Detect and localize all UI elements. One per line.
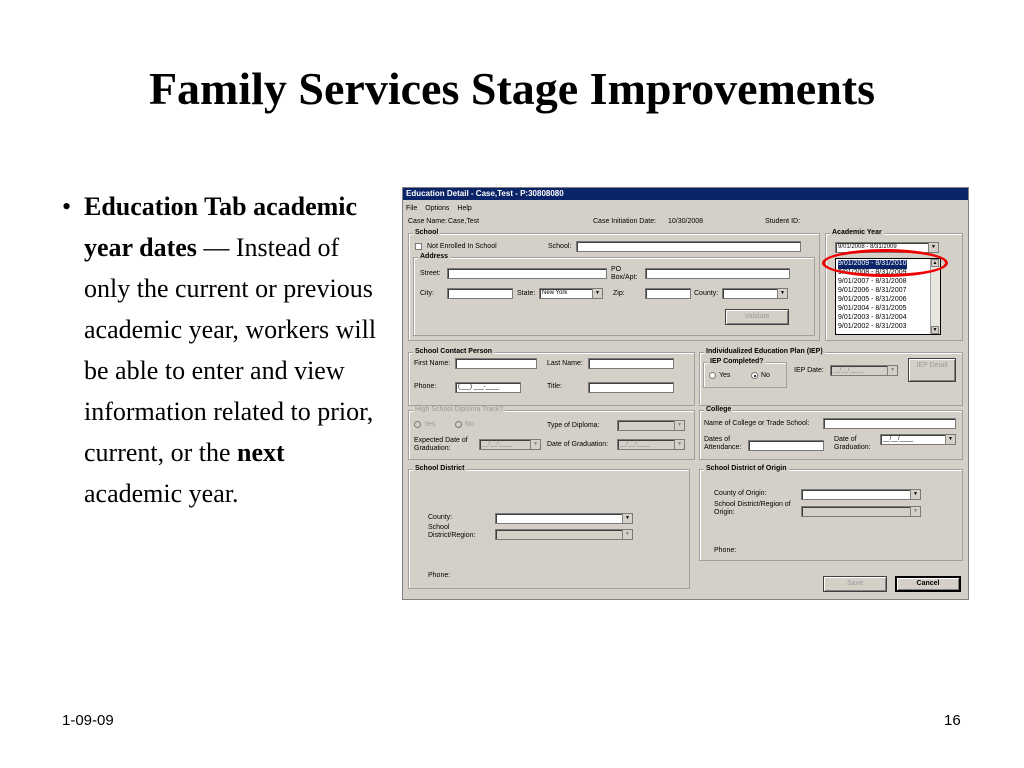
iep-date-mask: __/__/____ xyxy=(833,367,864,373)
phone-label: Phone: xyxy=(414,383,437,390)
district-region-select[interactable] xyxy=(495,529,633,540)
origin-district-label: School District/Region of Origin: xyxy=(714,501,791,516)
not-enrolled-label: Not Enrolled In School xyxy=(427,243,497,250)
district-county-select[interactable] xyxy=(495,513,633,524)
title-input[interactable] xyxy=(588,382,674,393)
chevron-down-icon[interactable]: ▼ xyxy=(674,421,684,430)
college-grad-input[interactable] xyxy=(880,434,956,445)
district-phone-label: Phone: xyxy=(428,572,451,579)
city-label: City: xyxy=(420,290,434,297)
expected-grad-mask: __/__/____ xyxy=(482,441,513,447)
diploma-type-label: Type of Diploma: xyxy=(547,422,600,429)
iep-yes-radio[interactable] xyxy=(709,372,716,379)
district-county-label: County: xyxy=(428,514,453,521)
attendance-label: Dates of Attendance: xyxy=(704,436,742,451)
iep-detail-button[interactable]: IEP Detail xyxy=(908,358,956,382)
save-button[interactable]: Save xyxy=(823,576,887,592)
zip-label: Zip: xyxy=(613,290,625,297)
academic-year-option[interactable]: 9/01/2004 - 8/31/2005 xyxy=(838,305,907,312)
chevron-down-icon[interactable]: ▼ xyxy=(887,366,897,375)
footer-date: 1-09-09 xyxy=(62,712,114,729)
county-label: County: xyxy=(694,290,719,297)
academic-year-option[interactable]: 9/01/2002 - 8/31/2003 xyxy=(838,323,907,330)
chevron-down-icon[interactable]: ▼ xyxy=(910,507,920,516)
college-group-title: College xyxy=(706,406,732,413)
school-input[interactable] xyxy=(576,241,801,252)
last-name-label: Last Name: xyxy=(547,360,583,367)
school-group-title: School xyxy=(415,229,439,236)
origin-group-title: School District of Origin xyxy=(706,465,787,472)
validate-button[interactable]: Validate xyxy=(725,309,789,325)
college-name-label: Name of College or Trade School: xyxy=(704,420,810,427)
academic-year-option[interactable]: 9/01/2005 - 8/31/2006 xyxy=(838,296,907,303)
grad-date-mask: __/__/____ xyxy=(620,441,651,447)
window-titlebar[interactable]: Education Detail - Case,Test - P:30808080 xyxy=(403,188,968,200)
iep-group-title: Individualized Education Plan (IEP) xyxy=(706,348,823,355)
phone-input[interactable]: (___) ___-____ xyxy=(455,382,521,393)
case-name-value: Case,Test xyxy=(448,218,480,225)
academic-year-option[interactable]: 9/01/2007 - 8/31/2008 xyxy=(838,278,907,285)
state-select[interactable] xyxy=(539,288,603,299)
academic-year-option[interactable]: 9/01/2006 - 8/31/2007 xyxy=(838,287,907,294)
state-value: New York xyxy=(542,290,568,296)
chevron-down-icon[interactable]: ▼ xyxy=(777,289,787,298)
chevron-down-icon[interactable]: ▼ xyxy=(622,514,632,523)
last-name-input[interactable] xyxy=(588,358,674,369)
iep-yes-label: Yes xyxy=(719,372,731,379)
college-grad-mask: __/__/____ xyxy=(883,436,914,442)
highlight-circle xyxy=(822,249,948,277)
contact-group-title: School Contact Person xyxy=(415,348,493,355)
diploma-no-radio[interactable] xyxy=(455,421,462,428)
iep-completed-title: IEP Completed? xyxy=(710,358,764,365)
origin-county-select[interactable] xyxy=(801,489,921,500)
title-label: Title: xyxy=(547,383,562,390)
academic-year-option[interactable]: 9/01/2008 - 8/31/2009 xyxy=(838,269,907,276)
diploma-no-label: No xyxy=(465,421,474,428)
po-box-label: PO Box/Apt: xyxy=(611,266,638,281)
chevron-down-icon[interactable]: ▼ xyxy=(674,440,684,449)
bullet-item xyxy=(62,186,384,514)
chevron-down-icon[interactable]: ▼ xyxy=(530,440,540,449)
diploma-yes-label: Yes xyxy=(424,421,436,428)
case-initiation-value: 10/30/2008 xyxy=(668,218,704,225)
diploma-yes-radio[interactable] xyxy=(414,421,421,428)
state-label: State: xyxy=(517,290,536,297)
expected-grad-label: Expected Date of Graduation: xyxy=(414,437,468,452)
diploma-type-select[interactable] xyxy=(617,420,685,431)
menu-options[interactable]: Options xyxy=(425,205,450,212)
chevron-down-icon[interactable]: ▼ xyxy=(910,490,920,499)
district-group-title: School District xyxy=(415,465,465,472)
po-box-input[interactable] xyxy=(645,268,790,279)
scroll-up-icon[interactable]: ▲ xyxy=(932,260,938,266)
attendance-input[interactable] xyxy=(748,440,824,451)
first-name-label: First Name: xyxy=(414,360,451,367)
chevron-down-icon[interactable]: ▼ xyxy=(622,530,632,539)
college-name-input[interactable] xyxy=(823,418,956,429)
case-name-label: Case Name: xyxy=(408,218,447,225)
academic-year-selected: 9/01/2008 - 8/31/2009 xyxy=(838,244,897,250)
origin-county-label: County of Origin: xyxy=(714,490,767,497)
academic-year-option[interactable]: 9/01/2003 - 8/31/2004 xyxy=(838,314,907,321)
iep-no-radio[interactable] xyxy=(751,372,758,379)
grad-date-input[interactable] xyxy=(617,439,685,450)
expected-grad-input[interactable] xyxy=(479,439,541,450)
street-label: Street: xyxy=(420,270,441,277)
menu-help[interactable]: Help xyxy=(457,205,472,212)
school-label: School: xyxy=(548,243,572,250)
scroll-down-icon[interactable]: ▼ xyxy=(932,327,938,333)
iep-date-label: IEP Date: xyxy=(794,367,824,374)
chevron-down-icon[interactable]: ▼ xyxy=(928,243,938,252)
diploma-group-title: High School Diploma Track? xyxy=(415,406,504,413)
page-number: 16 xyxy=(944,712,961,729)
menu-bar xyxy=(406,205,480,214)
origin-phone-label: Phone: xyxy=(714,547,737,554)
bullet-dot: • xyxy=(62,192,72,221)
bullet-text: — Instead of only the current or previous academic year, workers will be able to enter and view information related to prior, current, or the xyxy=(84,233,377,467)
bullet-bold-heading: Education Tab academic year dates xyxy=(84,192,358,262)
academic-year-option[interactable]: 9/01/2009 - 8/31/2010 xyxy=(838,260,907,267)
zip-input[interactable] xyxy=(645,288,691,299)
cancel-button[interactable]: Cancel xyxy=(895,576,961,592)
district-region-label: School District/Region: xyxy=(428,524,476,539)
first-name-input[interactable] xyxy=(455,358,537,369)
street-input[interactable] xyxy=(447,268,607,279)
origin-district-select[interactable] xyxy=(801,506,921,517)
iep-date-input[interactable] xyxy=(830,365,898,376)
bullet-text-end: academic year. xyxy=(84,479,239,508)
slide-title: Family Services Stage Improvements xyxy=(148,63,876,114)
grad-date-label: Date of Graduation: xyxy=(547,441,609,448)
bullet-bold-next: next xyxy=(237,438,285,467)
college-grad-label: Date of Graduation: xyxy=(834,436,871,451)
student-id-label: Student ID: xyxy=(765,218,801,225)
address-group-title: Address xyxy=(420,253,449,260)
education-detail-window xyxy=(402,187,969,600)
chevron-down-icon[interactable]: ▼ xyxy=(592,289,602,298)
academic-year-title: Academic Year xyxy=(832,229,882,236)
chevron-down-icon[interactable]: ▼ xyxy=(945,435,955,444)
not-enrolled-checkbox[interactable] xyxy=(415,243,422,250)
county-select[interactable] xyxy=(722,288,788,299)
iep-no-label: No xyxy=(761,372,770,379)
case-initiation-label: Case Initiation Date: xyxy=(593,218,657,225)
city-input[interactable] xyxy=(447,288,513,299)
menu-file[interactable]: File xyxy=(406,205,418,212)
